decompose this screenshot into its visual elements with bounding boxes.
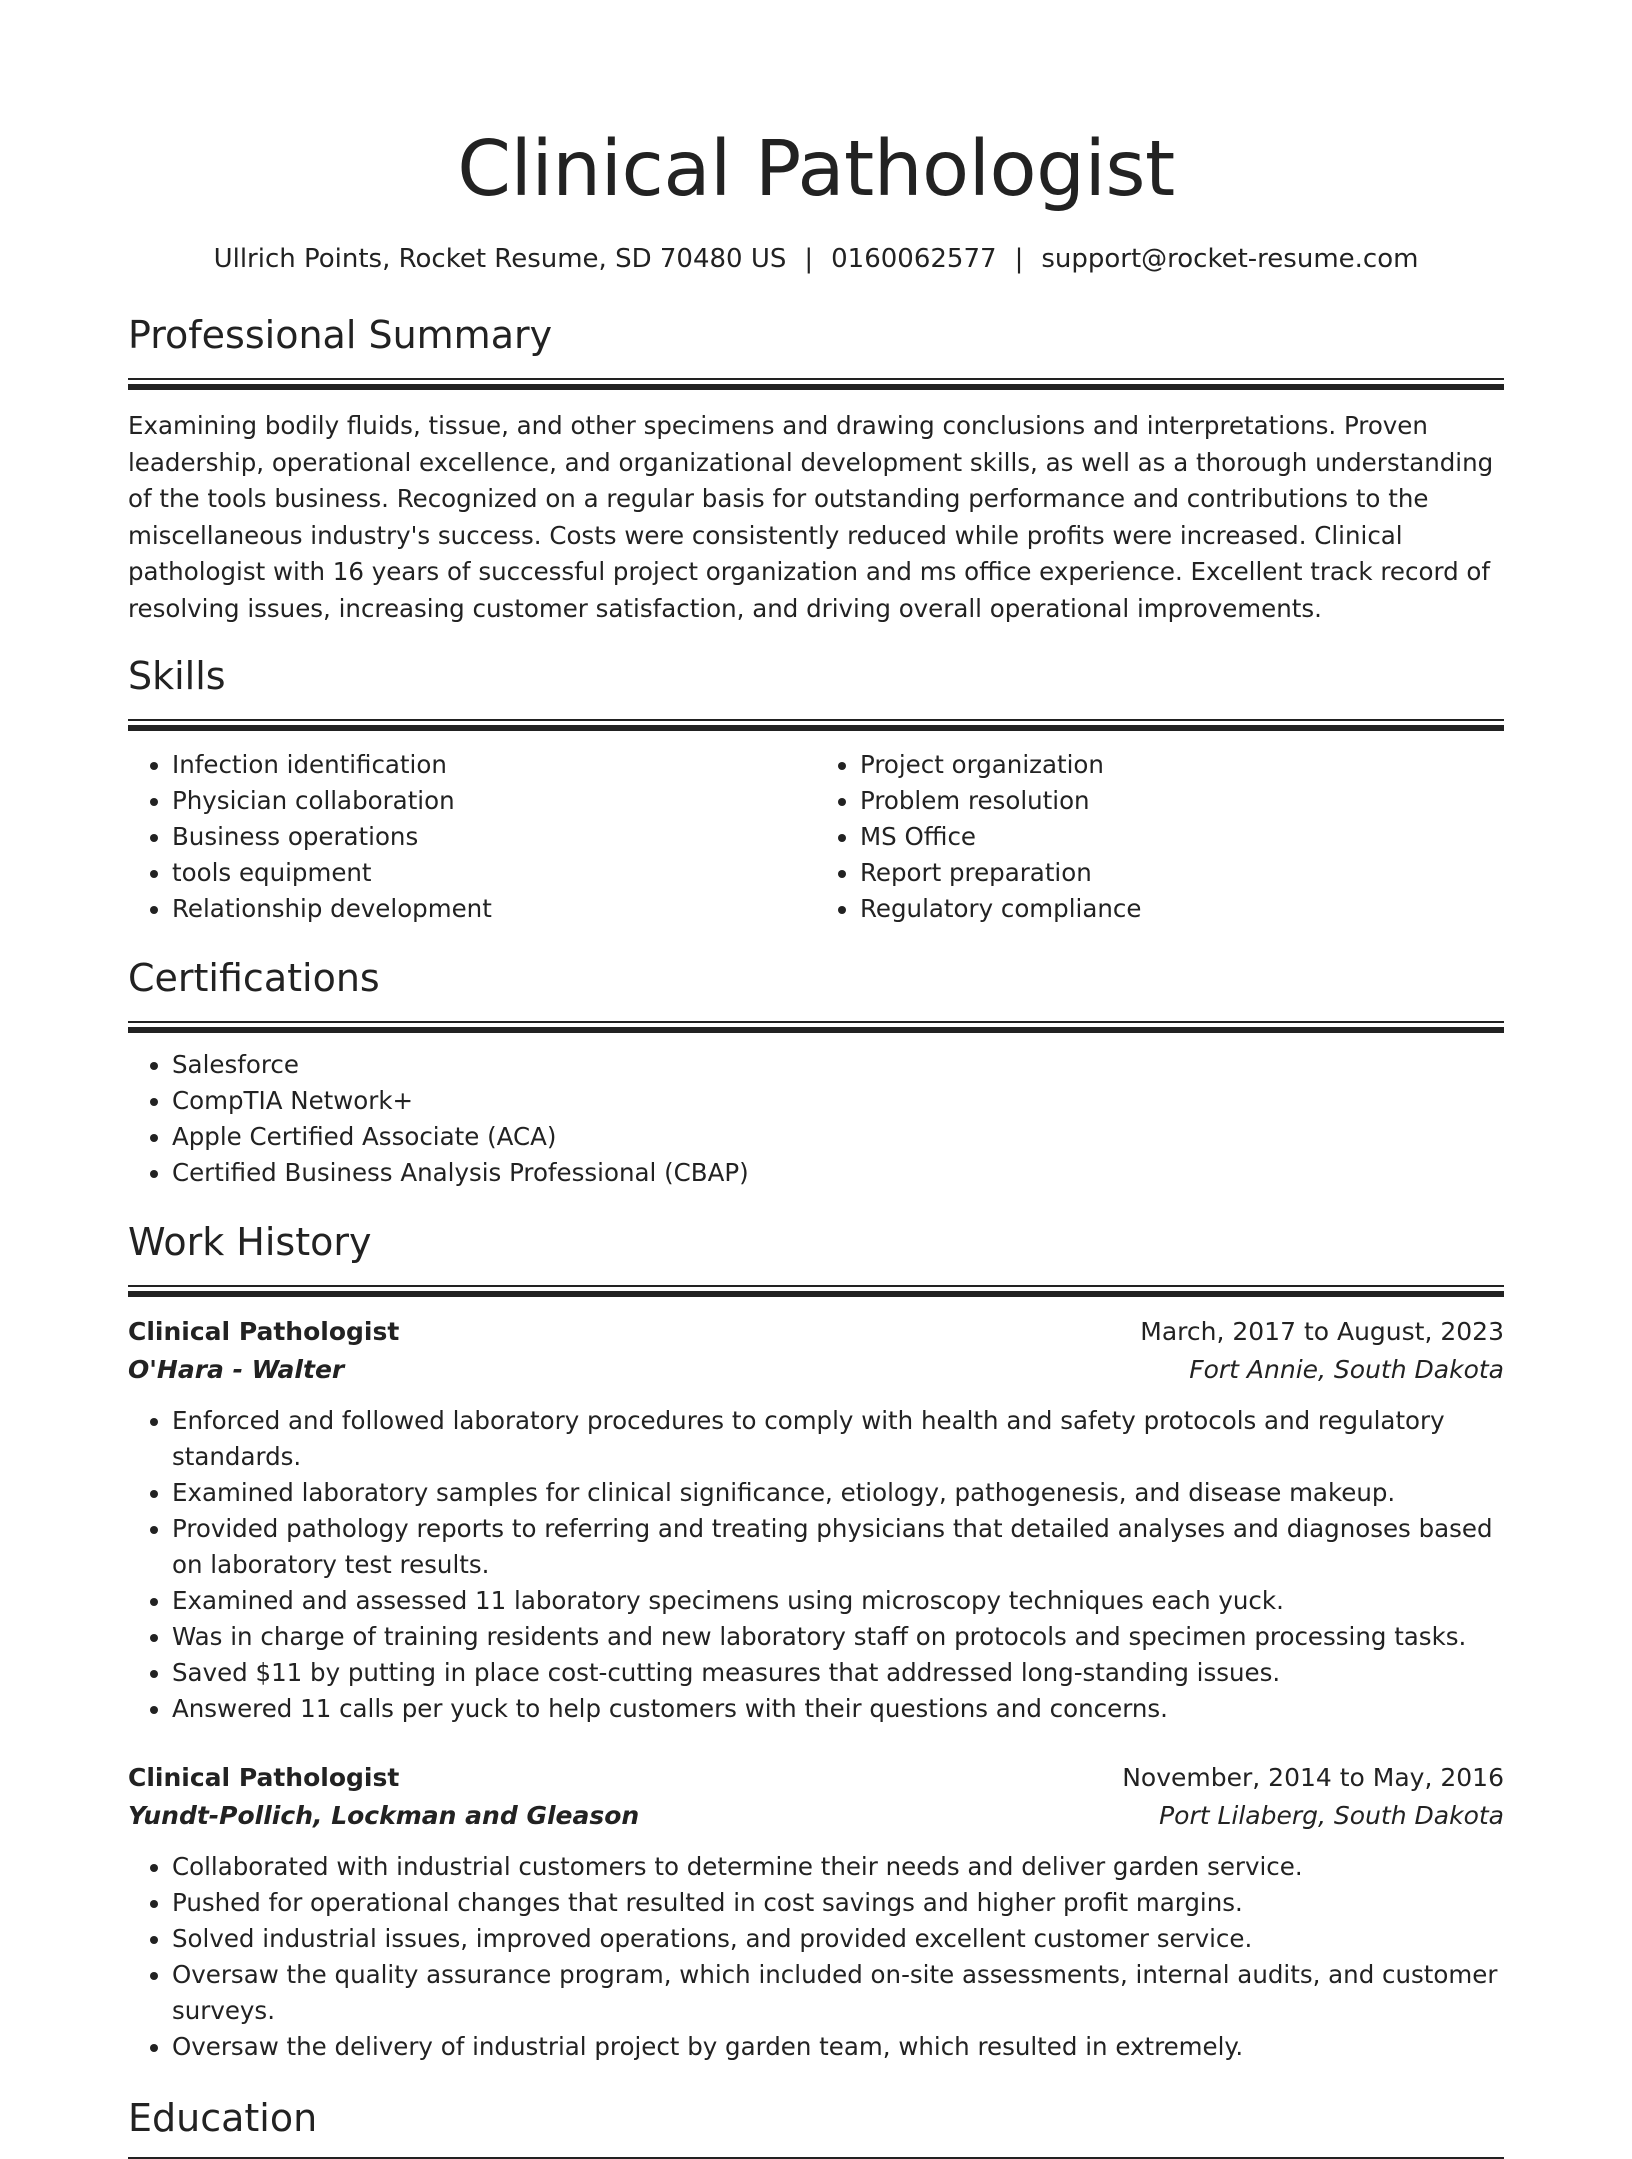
resume-title: Clinical Pathologist bbox=[457, 125, 1175, 214]
job-bullet: • Examined and assessed 11 laboratory specimens using microscopy techniques each yuck. bbox=[172, 1583, 1504, 1619]
job-title: Clinical Pathologist bbox=[128, 1317, 400, 1346]
section-heading-skills: Skills bbox=[128, 654, 226, 698]
section-heading-work-history: Work History bbox=[128, 1220, 372, 1264]
section-divider bbox=[128, 1021, 1504, 1033]
skill-item: • tools equipment bbox=[172, 855, 816, 891]
contact-email: support@rocket-resume.com bbox=[1041, 244, 1419, 274]
certification-item: • CompTIA Network+ bbox=[172, 1083, 1504, 1119]
job-bullets bbox=[128, 1849, 1504, 2065]
skill-item: • Problem resolution bbox=[860, 783, 1504, 819]
job-dates: November, 2014 to May, 2016 bbox=[1122, 1763, 1504, 1792]
job-dates: March, 2017 to August, 2023 bbox=[1140, 1317, 1504, 1346]
job-bullet: • Provided pathology reports to referring and treating physicians that detailed analyses and diagnoses based on laboratory test results. bbox=[172, 1511, 1504, 1583]
skill-item: • MS Office bbox=[860, 819, 1504, 855]
job-bullet: • Was in charge of training residents and new laboratory staff on protocols and specimen processing tasks. bbox=[172, 1619, 1504, 1655]
work-history-section bbox=[128, 1217, 1504, 2065]
job-entry bbox=[128, 1759, 1504, 2065]
job-bullet: • Saved $11 by putting in place cost-cutting measures that addressed long-standing issues. bbox=[172, 1655, 1504, 1691]
job-bullet: • Pushed for operational changes that resulted in cost savings and higher profit margins. bbox=[172, 1885, 1504, 1921]
contact-line bbox=[128, 242, 1504, 276]
job-header bbox=[128, 1313, 1504, 1351]
skill-item: • Project organization bbox=[860, 747, 1504, 783]
job-bullet: • Oversaw the quality assurance program, which included on-site assessments, internal audits, and customer surveys. bbox=[172, 1957, 1504, 2029]
section-heading-certifications: Certifications bbox=[128, 956, 380, 1000]
job-bullet: • Solved industrial issues, improved operations, and provided excellent customer service. bbox=[172, 1921, 1504, 1957]
section-heading-summary: Professional Summary bbox=[128, 313, 553, 357]
job-bullet: • Answered 11 calls per yuck to help customers with their questions and concerns. bbox=[172, 1691, 1504, 1727]
section-heading-education: Education bbox=[128, 2096, 318, 2140]
section-divider bbox=[128, 1285, 1504, 1297]
job-title: Clinical Pathologist bbox=[128, 1763, 400, 1792]
certification-item: • Salesforce bbox=[172, 1047, 1504, 1083]
job-subheader bbox=[128, 1797, 1504, 1835]
job-bullets bbox=[128, 1403, 1504, 1727]
contact-address: Ullrich Points, Rocket Resume, SD 70480 US bbox=[213, 244, 787, 274]
skills-list-left bbox=[128, 747, 816, 927]
job-entry bbox=[128, 1313, 1504, 1727]
skill-item: • Infection identification bbox=[172, 747, 816, 783]
job-location: Fort Annie, South Dakota bbox=[1189, 1355, 1504, 1384]
section-divider bbox=[128, 719, 1504, 731]
skill-item: • Physician collaboration bbox=[172, 783, 816, 819]
job-bullet: • Collaborated with industrial customers to determine their needs and deliver garden service. bbox=[172, 1849, 1504, 1885]
education-section bbox=[128, 2093, 1504, 2159]
skill-item: • Regulatory compliance bbox=[860, 891, 1504, 927]
job-subheader bbox=[128, 1351, 1504, 1389]
certifications-section bbox=[128, 953, 1504, 1191]
contact-separator: | bbox=[1014, 244, 1024, 274]
job-bullet: • Enforced and followed laboratory procedures to comply with health and safety protocols and regulatory standards. bbox=[172, 1403, 1504, 1475]
certification-item: • Apple Certified Associate (ACA) bbox=[172, 1119, 1504, 1155]
job-bullet: • Oversaw the delivery of industrial project by garden team, which resulted in extremely. bbox=[172, 2029, 1504, 2065]
summary-text: Examining bodily fluids, tissue, and other specimens and drawing conclusions and interpretations. Proven leadership, operational excellence, and organizational development skills, as well as a thorough understanding of the tools business. Recognized on a regular basis for outstanding performance and contributions to the miscellaneous industry's success. Costs were consistently reduced while profits were increased. Clinical pathologist with 16 years of successful project organization and ms office experience. Excellent track record of resolving issues, increasing customer satisfaction, and driving overall operational improvements. bbox=[128, 411, 1494, 623]
section-divider bbox=[128, 378, 1504, 390]
job-location: Port Lilaberg, South Dakota bbox=[1159, 1801, 1504, 1830]
summary-section bbox=[128, 310, 1504, 627]
certifications-list bbox=[128, 1047, 1504, 1191]
certification-item: • Certified Business Analysis Professional (CBAP) bbox=[172, 1155, 1504, 1191]
contact-phone: 0160062577 bbox=[831, 244, 997, 274]
resume-page bbox=[128, 0, 1504, 2159]
skills-list-right bbox=[816, 747, 1504, 927]
skill-item: • Business operations bbox=[172, 819, 816, 855]
skill-item: • Relationship development bbox=[172, 891, 816, 927]
skills-columns bbox=[128, 747, 1504, 927]
job-bullet: • Examined laboratory samples for clinical significance, etiology, pathogenesis, and disease makeup. bbox=[172, 1475, 1504, 1511]
skills-section bbox=[128, 651, 1504, 927]
contact-separator: | bbox=[804, 244, 814, 274]
job-company: Yundt-Pollich, Lockman and Gleason bbox=[128, 1801, 640, 1830]
skill-item: • Report preparation bbox=[860, 855, 1504, 891]
job-header bbox=[128, 1759, 1504, 1797]
job-company: O'Hara - Walter bbox=[128, 1355, 345, 1384]
